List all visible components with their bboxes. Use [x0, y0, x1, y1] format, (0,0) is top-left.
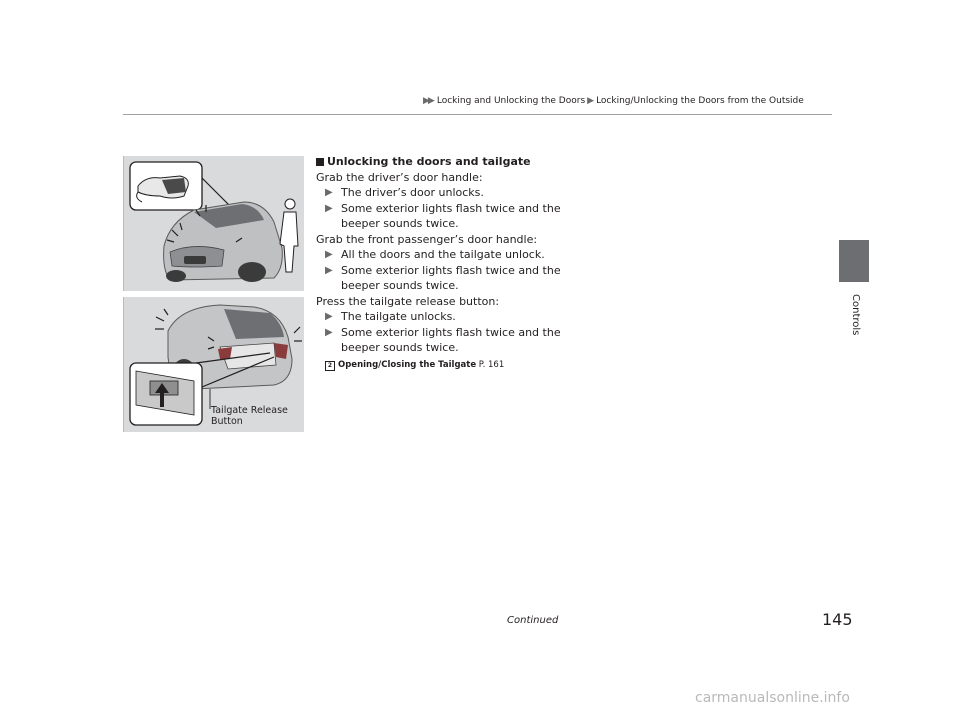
- figure-tailgate: [123, 297, 304, 432]
- result-continuation: beeper sounds twice.: [341, 217, 459, 230]
- header-rule: [123, 114, 832, 115]
- result-item: ▶ All the doors and the tailgate unlock.: [325, 248, 545, 261]
- car-front-illustration: [124, 156, 304, 291]
- reference-page: P. 161: [476, 359, 505, 370]
- result-item: ▶ The tailgate unlocks.: [325, 310, 456, 323]
- result-arrow-icon: ▶: [325, 264, 333, 276]
- content-block: [316, 154, 576, 373]
- section-tab[interactable]: [839, 240, 869, 282]
- watermark: carmanualsonline.info: [695, 690, 850, 706]
- tailgate-release-callout: Tailgate Release Button: [211, 405, 288, 427]
- figure-door-handle: [123, 156, 304, 291]
- result-item: ▶ Some exterior lights flash twice and the: [325, 263, 561, 277]
- result-continuation: beeper sounds twice.: [341, 341, 459, 354]
- result-item: ▶ Some exterior lights flash twice and the: [325, 325, 561, 339]
- breadcrumb: [423, 96, 804, 106]
- breadcrumb-section[interactable]: Locking and Unlocking the Doors: [436, 96, 586, 106]
- step-text: Grab the driver’s door handle:: [316, 170, 483, 184]
- result-arrow-icon: ▶: [325, 202, 333, 214]
- cross-reference-link[interactable]: [316, 358, 576, 374]
- reference-title: Opening/Closing the Tailgate: [338, 359, 477, 370]
- continued-label: Continued: [507, 615, 559, 626]
- step-text: Press the tailgate release button:: [316, 294, 500, 308]
- square-bullet-icon: [316, 158, 324, 166]
- page-number: 145: [822, 610, 853, 629]
- result-continuation: beeper sounds twice.: [341, 279, 459, 292]
- result-arrow-icon: ▶: [325, 311, 333, 322]
- reference-icon: 2: [325, 361, 335, 371]
- result-arrow-icon: ▶: [325, 187, 333, 198]
- result-arrow-icon: ▶: [325, 249, 333, 260]
- result-arrow-icon: ▶: [325, 326, 333, 338]
- double-arrow-icon: ▶▶: [423, 96, 433, 106]
- section-heading: Unlocking the doors and tailgate: [316, 154, 576, 170]
- result-item: ▶ The driver’s door unlocks.: [325, 186, 484, 199]
- step-text: Grab the front passenger’s door handle:: [316, 232, 538, 246]
- result-item: ▶ Some exterior lights flash twice and the: [325, 201, 561, 215]
- arrow-icon: ▶: [587, 96, 595, 106]
- section-tab-label: Controls: [850, 294, 861, 336]
- breadcrumb-subsection[interactable]: Locking/Unlocking the Doors from the Outside: [596, 96, 804, 106]
